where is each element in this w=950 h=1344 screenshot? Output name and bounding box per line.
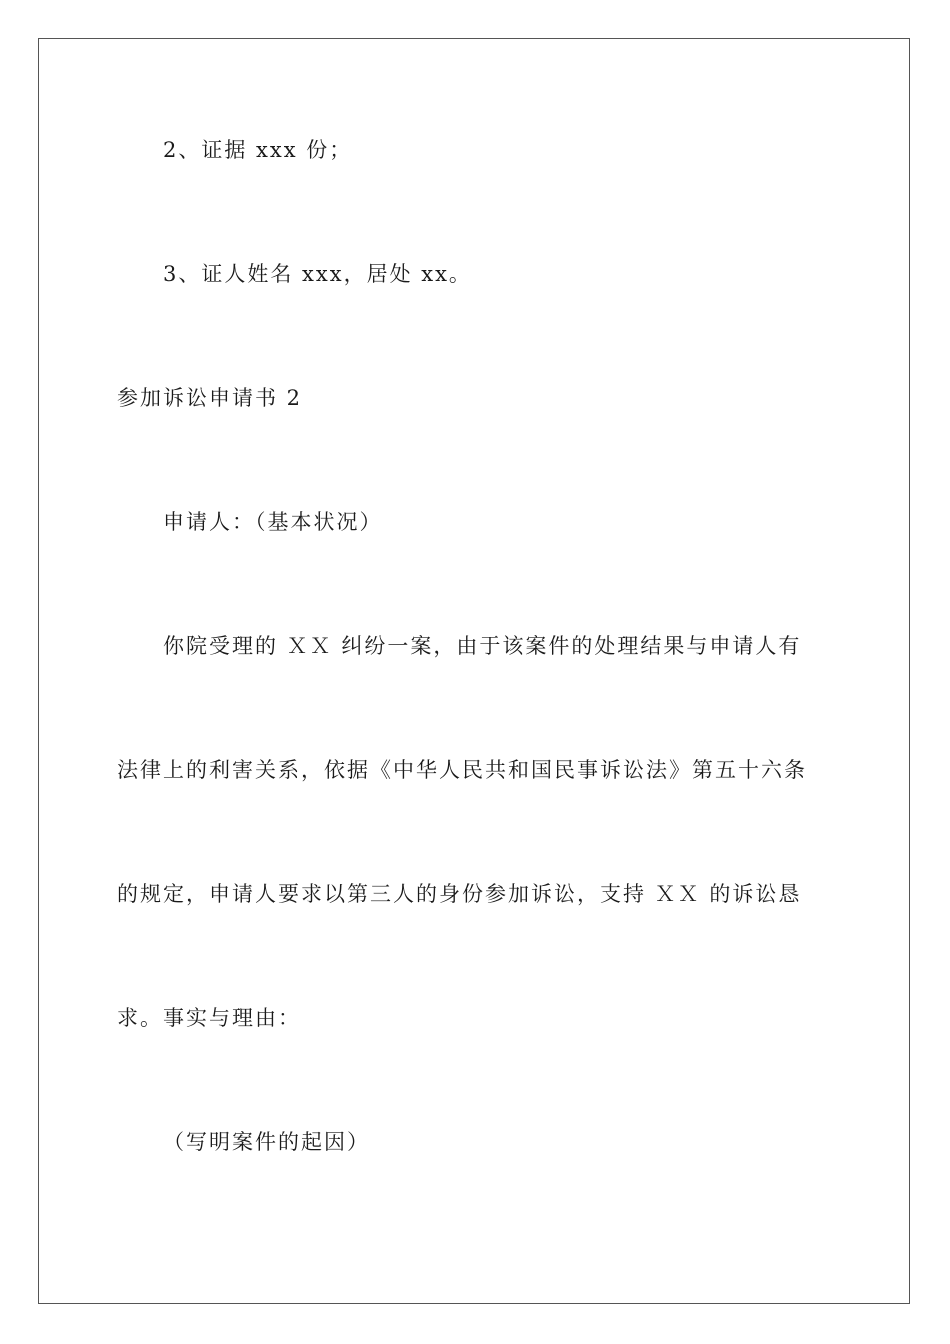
cause-placeholder: （写明案件的起因） [163, 1130, 370, 1154]
body-paragraph-line-4: 求。事实与理由： [117, 1006, 301, 1030]
body-paragraph-line-1: 你院受理的 ＸＸ 纠纷一案，由于该案件的处理结果与申请人有 [163, 634, 802, 658]
evidence-item-2: 2、证据 xxx 份； [163, 138, 353, 162]
applicant-line: 申请人：（基本状况） [163, 510, 383, 534]
page-border [38, 38, 910, 1304]
evidence-item-3: 3、证人姓名 xxx，居处 xx。 [163, 262, 472, 286]
body-paragraph-line-2: 法律上的利害关系，依据《中华人民共和国民事诉讼法》第五十六条 [117, 758, 807, 782]
body-paragraph-line-3: 的规定，申请人要求以第三人的身份参加诉讼，支持 ＸＸ 的诉讼恳 [117, 882, 802, 906]
section-heading: 参加诉讼申请书 2 [117, 386, 303, 410]
